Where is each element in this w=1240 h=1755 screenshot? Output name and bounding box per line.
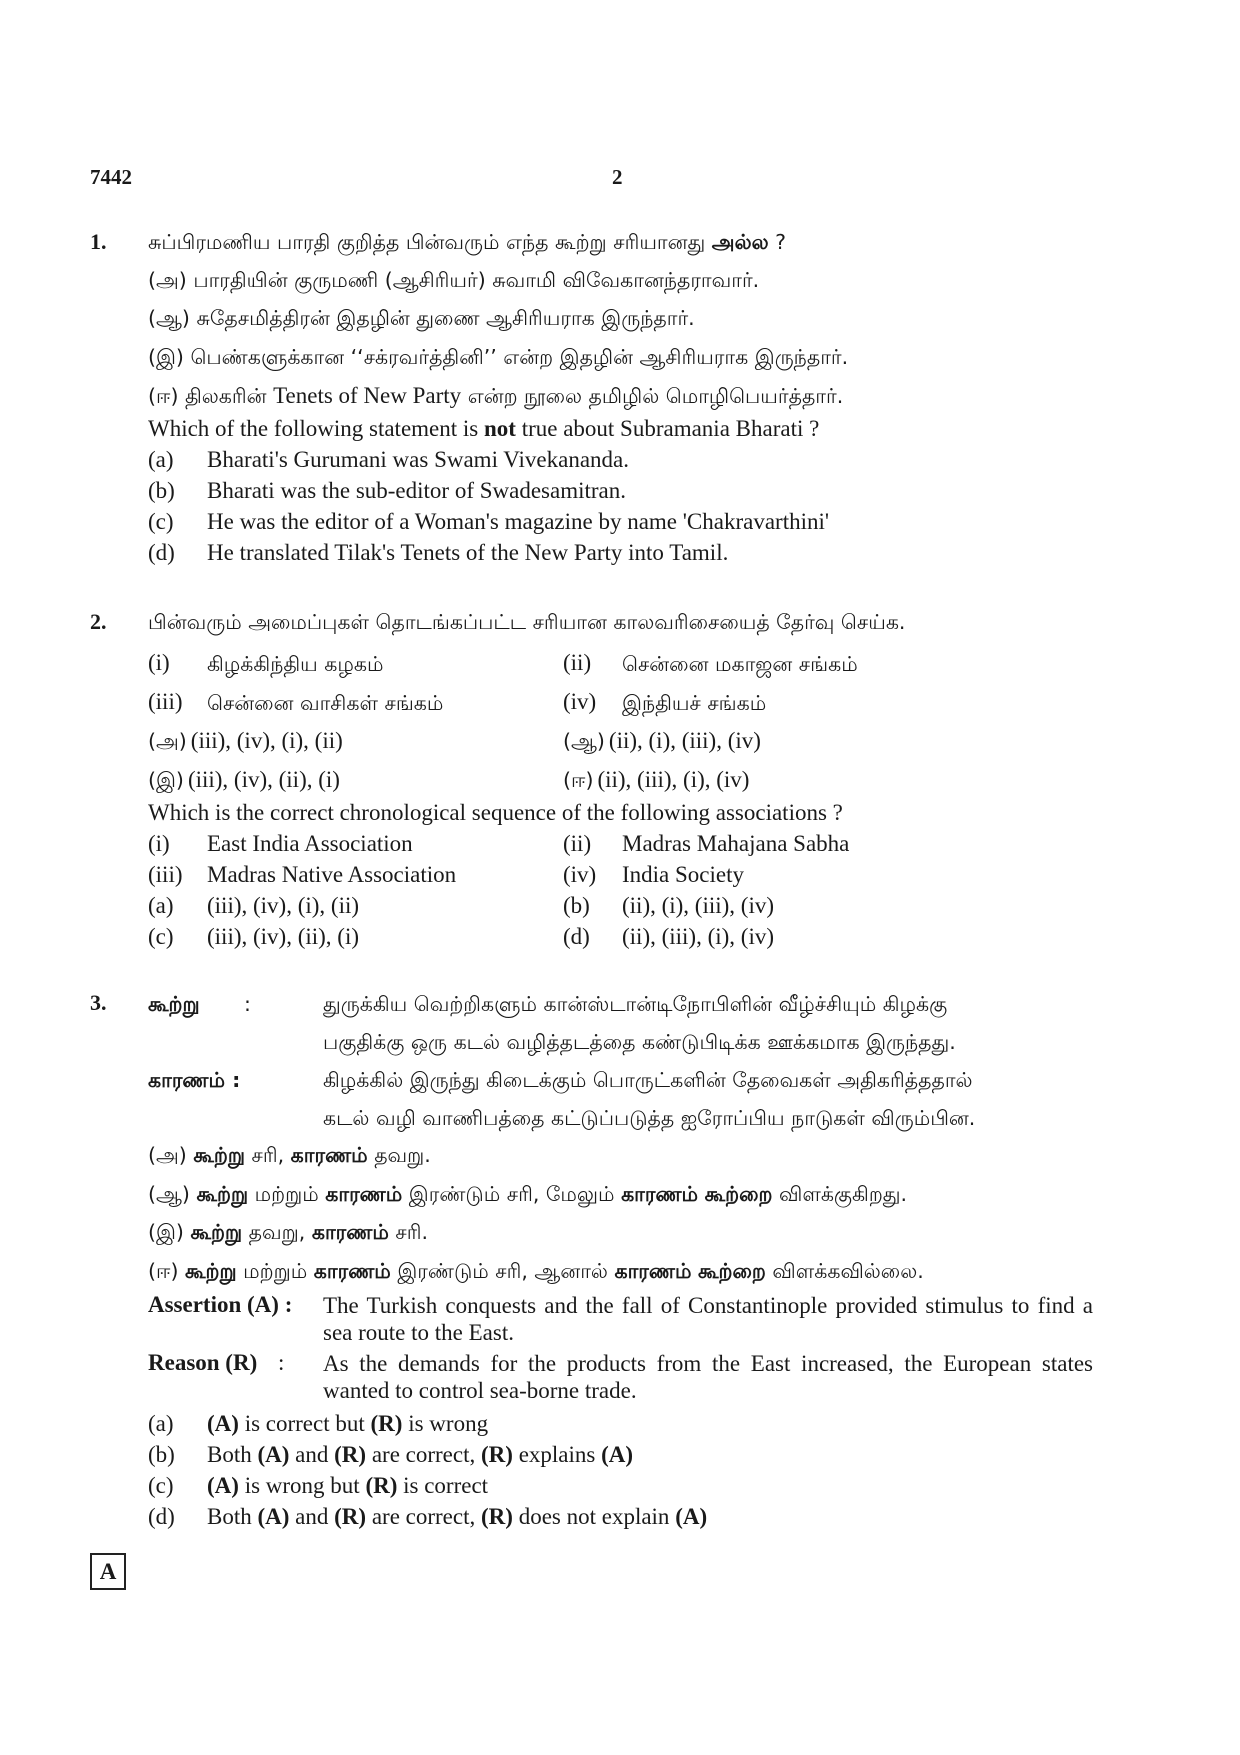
q2-tamil-option: (அ) (iii), (iv), (i), (ii) xyxy=(148,728,343,753)
q2-tamil-item-text: கிழக்கிந்திய கழகம் xyxy=(207,652,384,676)
q2-english-item-text: Madras Native Association xyxy=(207,862,457,887)
q3-tamil-option: (இ) கூற்று தவறு, காரணம் சரி. xyxy=(148,1220,428,1244)
q1-tamil-option: (அ) பாரதியின் குருமணி (ஆசிரியர்) சுவாமி விவேகானந்தராவார். xyxy=(148,268,760,292)
q1-english-option-text: Bharati's Gurumani was Swami Vivekananda. xyxy=(207,447,629,472)
q1-tamil-option: (ஆ) சுதேசமித்திரன் இதழின் துணை ஆசிரியராக இருந்தார். xyxy=(148,306,695,330)
q3-english-option-label: (c) xyxy=(148,1473,174,1498)
q3-tamil-option: (ஆ) கூற்று மற்றும் காரணம் இரண்டும் சரி, மேலும் காரணம் கூற்றை விளக்குகிறது. xyxy=(148,1182,908,1206)
q2-tamil-option: (ஈ) (ii), (iii), (i), (iv) xyxy=(563,767,750,792)
q3-english-option-text: Both (A) and (R) are correct, (R) does not explain (A) xyxy=(207,1504,708,1529)
q2-tamil-item-label: (ii) xyxy=(563,650,592,675)
q1-tamil-option: (ஈ) திலகரின் Tenets of New Party என்ற நூலை தமிழில் மொழிபெயர்த்தார். xyxy=(148,383,844,408)
q1-english-option-label: (c) xyxy=(148,509,174,534)
q3-english-option-text: Both (A) and (R) are correct, (R) explains (A) xyxy=(207,1442,634,1467)
q3-english-assertion-label: Assertion (A) : xyxy=(148,1292,293,1317)
q2-tamil-item-text: சென்னை வாசிகள் சங்கம் xyxy=(207,691,444,715)
q2-english-item-label: (i) xyxy=(148,831,170,856)
q2-english-option-label: (a) xyxy=(148,893,174,918)
q2-english-option-text: (iii), (iv), (i), (ii) xyxy=(207,893,360,918)
q1-english-option-label: (a) xyxy=(148,447,174,472)
q1-english-option-label: (b) xyxy=(148,478,175,503)
q2-english-option-text: (iii), (iv), (ii), (i) xyxy=(207,924,360,949)
q2-english-item-label: (iv) xyxy=(563,862,597,887)
q2-english-item-text: East India Association xyxy=(207,831,413,856)
q3-english-reason-label: Reason (R) xyxy=(148,1350,258,1375)
q3-english-option-text: (A) is correct but (R) is wrong xyxy=(207,1411,489,1436)
q3-english-option-label: (b) xyxy=(148,1442,175,1467)
q2-number: 2. xyxy=(90,609,107,634)
q1-number: 1. xyxy=(90,229,107,254)
q1-english-option-text: Bharati was the sub-editor of Swadesamitran. xyxy=(207,478,626,503)
q2-tamil-item-label: (iii) xyxy=(148,689,183,714)
q3-tamil-colon: : xyxy=(244,992,251,1016)
q3-tamil-assertion-line: பகுதிக்கு ஒரு கடல் வழித்தடத்தை கண்டுபிடிக்க ஊக்கமாக இருந்தது. xyxy=(323,1030,956,1054)
q2-tamil-item-text: சென்னை மகாஜன சங்கம் xyxy=(622,652,858,676)
q3-tamil-reason-line: கிழக்கில் இருந்து கிடைக்கும் பொருட்களின் தேவைகள் அதிகரித்ததால் xyxy=(323,1068,973,1092)
page-number: 2 xyxy=(612,165,623,189)
q3-english-option-label: (d) xyxy=(148,1504,175,1529)
q3-english-reason-text: As the demands for the products from the East increased, the European states wanted to control sea-borne trade. xyxy=(323,1351,1093,1403)
q3-english-option-label: (a) xyxy=(148,1411,174,1436)
q1-english-option-text: He was the editor of a Woman's magazine by name 'Chakravarthini' xyxy=(207,509,830,534)
q3-tamil-reason-line: கடல் வழி வாணிபத்தை கட்டுப்படுத்த ஐரோப்பிய நாடுகள் விரும்பின. xyxy=(323,1106,976,1130)
q1-english-option-text: He translated Tilak's Tenets of the New Party into Tamil. xyxy=(207,540,729,565)
q1-english-stem: Which of the following statement is not true about Subramania Bharati ? xyxy=(148,416,820,441)
q2-english-item-text: India Society xyxy=(622,862,744,887)
q1-tamil-option: (இ) பெண்களுக்கான ‘‘சக்ரவர்த்தினி’’ என்ற இதழின் ஆசிரியராக இருந்தார். xyxy=(148,345,849,369)
q3-tamil-option: (ஈ) கூற்று மற்றும் காரணம் இரண்டும் சரி, ஆனால் காரணம் கூற்றை விளக்கவில்லை. xyxy=(148,1259,924,1283)
q1-tamil-stem: சுப்பிரமணிய பாரதி குறித்த பின்வரும் எந்த கூற்று சரியானது அல்ல ? xyxy=(148,230,787,254)
q3-english-assertion-text: The Turkish conquests and the fall of Constantinople provided stimulus to find a sea route to the East. xyxy=(323,1293,1093,1345)
question-code: 7442 xyxy=(90,165,132,189)
q1-english-option-label: (d) xyxy=(148,540,175,565)
q2-english-stem: Which is the correct chronological sequence of the following associations ? xyxy=(148,800,843,825)
q2-english-option-label: (c) xyxy=(148,924,174,949)
q2-english-item-label: (ii) xyxy=(563,831,592,856)
q2-english-option-label: (d) xyxy=(563,924,590,949)
q3-english-option-text: (A) is wrong but (R) is correct xyxy=(207,1473,489,1498)
q2-tamil-item-label: (i) xyxy=(148,650,170,675)
q3-tamil-reason-label: காரணம் : xyxy=(148,1068,241,1092)
q2-english-item-text: Madras Mahajana Sabha xyxy=(622,831,850,856)
q3-tamil-assertion-label: கூற்று xyxy=(148,992,200,1016)
q2-english-option-text: (ii), (iii), (i), (iv) xyxy=(622,924,775,949)
q2-tamil-stem: பின்வரும் அமைப்புகள் தொடங்கப்பட்ட சரியான காலவரிசையைத் தேர்வு செய்க. xyxy=(148,610,906,634)
q2-tamil-option: (இ) (iii), (iv), (ii), (i) xyxy=(148,767,340,792)
q2-tamil-option: (ஆ) (ii), (i), (iii), (iv) xyxy=(563,728,761,753)
q2-english-option-text: (ii), (i), (iii), (iv) xyxy=(622,893,775,918)
q3-english-reason-colon: : xyxy=(278,1350,285,1375)
q2-tamil-item-label: (iv) xyxy=(563,689,597,714)
booklet-series-box: A xyxy=(90,1553,126,1590)
q2-english-item-label: (iii) xyxy=(148,862,183,887)
q3-number: 3. xyxy=(90,990,107,1015)
q3-tamil-option: (அ) கூற்று சரி, காரணம் தவறு. xyxy=(148,1143,431,1167)
q3-tamil-assertion-line: துருக்கிய வெற்றிகளும் கான்ஸ்டான்டிநோபிளின் வீழ்ச்சியும் கிழக்கு xyxy=(323,992,948,1016)
q2-tamil-item-text: இந்தியச் சங்கம் xyxy=(622,691,767,715)
q2-english-option-label: (b) xyxy=(563,893,590,918)
